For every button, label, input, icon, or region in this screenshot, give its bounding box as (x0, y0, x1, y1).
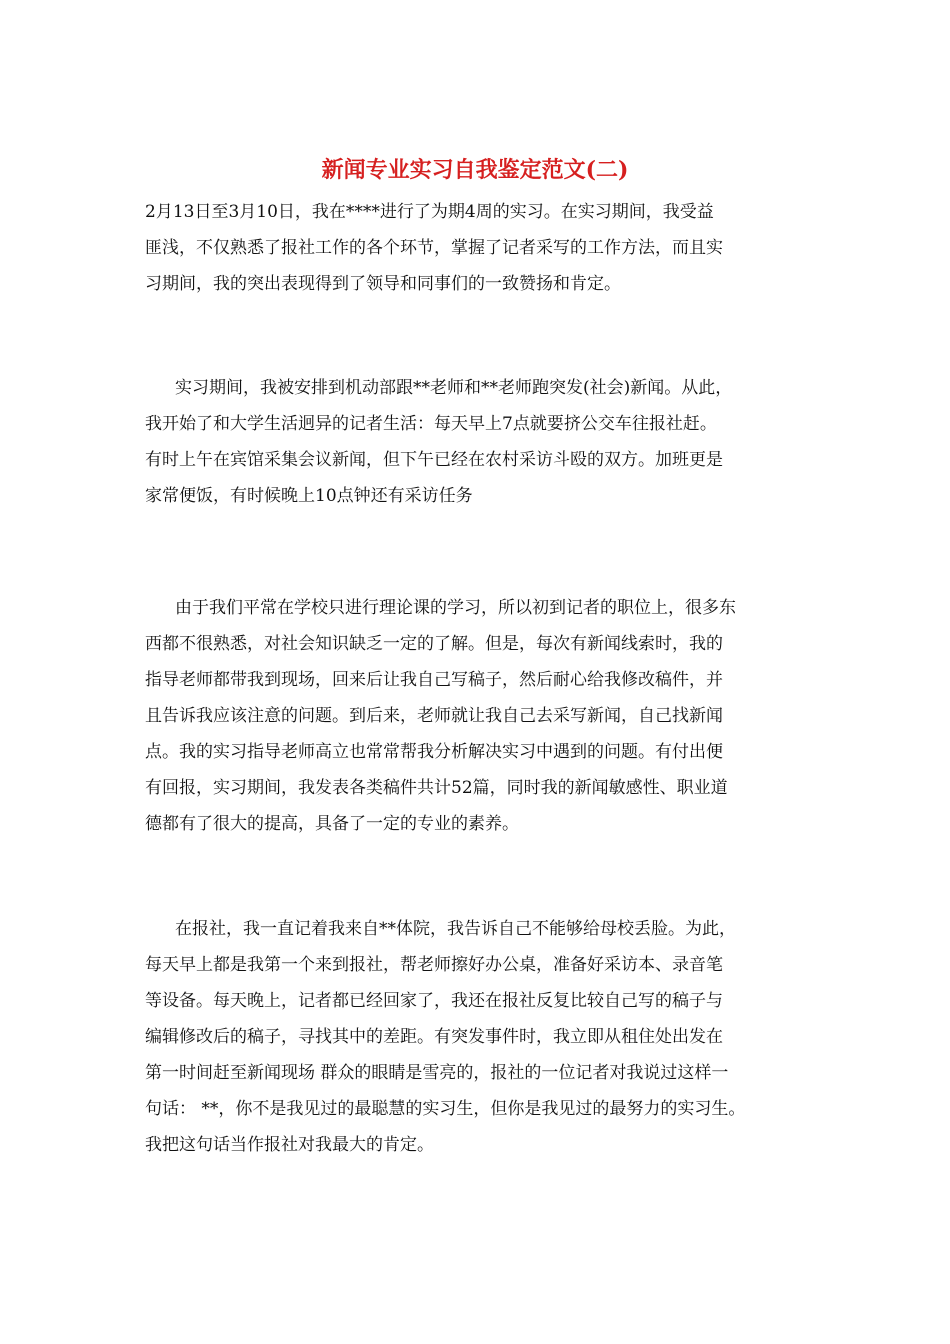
paragraph-line: 我开始了和大学生活迥异的记者生活：每天早上7点就要挤公交车往报社赶。 (145, 414, 717, 434)
paragraph-line: 有回报，实习期间，我发表各类稿件共计52篇，同时我的新闻敏感性、职业道 (145, 778, 728, 798)
paragraph-line: 句话： **，你不是我见过的最聪慧的实习生，但你是我见过的最努力的实习生。 (145, 1099, 746, 1119)
paragraph-line: 有时上午在宾馆采集会议新闻，但下午已经在农村采访斗殴的双方。加班更是 (145, 450, 723, 470)
paragraph-2 (145, 370, 845, 514)
paragraph-line: 等设备。每天晚上，记者都已经回家了，我还在报社反复比较自己写的稿子与 (145, 991, 723, 1011)
paragraph-line: 每天早上都是我第一个来到报社，帮老师擦好办公桌，准备好采访本、录音笔 (145, 955, 723, 975)
paragraph-line: 且告诉我应该注意的问题。到后来，老师就让我自己去采写新闻，自己找新闻 (145, 706, 723, 726)
paragraph-line: 点。我的实习指导老师高立也常常帮我分析解决实习中遇到的问题。有付出便 (145, 742, 723, 762)
paragraph-3 (145, 590, 845, 842)
paragraph-line: 习期间，我的突出表现得到了领导和同事们的一致赞扬和肯定。 (145, 274, 621, 294)
paragraph-line: 第一时间赶至新闻现场 群众的眼睛是雪亮的，报社的一位记者对我说过这样一 (145, 1063, 729, 1083)
paragraph-line: 家常便饭，有时候晚上10点钟还有采访任务 (145, 486, 473, 506)
paragraph-1 (145, 194, 845, 302)
paragraph-line: 匪浅，不仅熟悉了报社工作的各个环节，掌握了记者采写的工作方法，而且实 (145, 238, 723, 258)
paragraph-line: 编辑修改后的稿子，寻找其中的差距。有突发事件时，我立即从租住处出发在 (145, 1027, 723, 1047)
paragraph-line: 实习期间，我被安排到机动部跟**老师和**老师跑突发(社会)新闻。从此， (175, 378, 733, 398)
paragraph-4 (145, 911, 845, 1163)
paragraph-line: 西都不很熟悉，对社会知识缺乏一定的了解。但是，每次有新闻线索时，我的 (145, 634, 723, 654)
paragraph-line: 德都有了很大的提高，具备了一定的专业的素养。 (145, 814, 519, 834)
paragraph-line: 由于我们平常在学校只进行理论课的学习，所以初到记者的职位上，很多东 (175, 598, 736, 618)
document-title: 新闻专业实习自我鉴定范文(二) (321, 157, 629, 183)
paragraph-line: 2月13日至3月10日，我在****进行了为期4周的实习。在实习期间，我受益 (145, 202, 714, 222)
paragraph-line: 在报社，我一直记着我来自**体院，我告诉自己不能够给母校丢脸。为此， (175, 919, 736, 939)
paragraph-line: 我把这句话当作报社对我最大的肯定。 (145, 1135, 434, 1155)
paragraph-line: 指导老师都带我到现场，回来后让我自己写稿子，然后耐心给我修改稿件，并 (145, 670, 723, 690)
